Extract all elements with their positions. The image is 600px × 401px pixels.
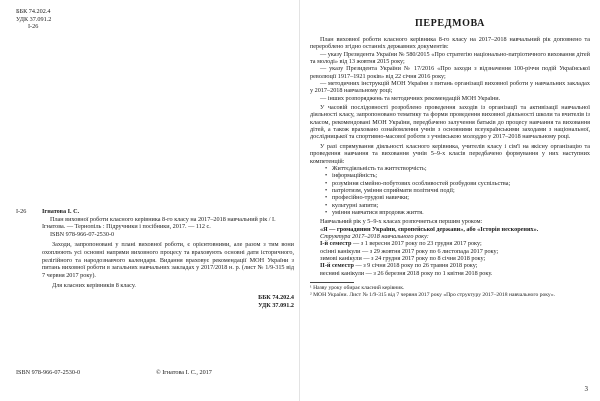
page-title: ПЕРЕДМОВА	[415, 18, 485, 29]
competency-list	[310, 165, 590, 216]
footnote-divider	[310, 282, 354, 283]
year-structure-heading: Структура 2017–2018 навчального року:	[320, 232, 429, 240]
semester-2-label: ІІ-й семестр	[320, 262, 354, 270]
catalog-author: Ігнатова І. С.	[42, 208, 80, 215]
catalog-abstract: Заходи, запропоновані у плані виховної роботи, є орієнтовними, але разом з тим вони охоплюють усі основні напрями виховного процесу та враховують основні дати історичного, релігійного та народознавчого календаря. Видання враховує рекомендації МОН України з питань виховної роботи в загальних навчальних закладах у 2017/2018 н. р. (лист № 1/9-315 від 7 червня 2017 року).	[42, 241, 294, 279]
list-item: • уміння навчатися впродовж життя.	[334, 209, 590, 216]
catalog-codes	[42, 294, 294, 309]
doc-item: — указу Президента України № 580/2015 «Про стратегію національно-патріотичного виховання дітей та молоді» від 13 жовтня 2015 року;	[310, 50, 590, 66]
footnotes	[310, 285, 590, 299]
bbk-code: ББК 74.202.4	[16, 8, 51, 15]
catalog-audience: Для класних керівників 8 класу.	[52, 282, 136, 290]
copyright-notice: © Ігнатова І. С., 2017	[156, 369, 212, 376]
footnote: ² МОН України. Лист № 1/9-315 від 7 червня 2017 року «Про структуру 2017–2018 навчального року».	[310, 291, 556, 298]
doc-item: — методичних інструкцій МОН України з питань організації виховної роботи у навчальних закладах у 2017–2018 навчальному році;	[310, 80, 590, 95]
udk-code: УДК 37.091.2	[16, 15, 52, 23]
competency-intro: У разі спрямування діяльності класного керівника, учителів класу і сім'ї на якісну організацію та проведення навчання та виховання учнів 5–9-х класів передбачено формування у них наступних компетенцій:	[310, 142, 590, 165]
catalog-card	[16, 208, 294, 309]
plan-paragraph: У часовій послідовності розроблено проведення заходів із організації та активізації навчальної діяльності класу, запропоновано тематику та форми проведення виховної діяльності школи та вчителів із класом, рекомендовані МОН України, передбачено залучення батьків до процесу навчання та виховання дітей, а також враховано ознайомлення учнів з основними всеукраїнськими заходами з національної, дослідницької та спортивно-масової роботи з учнівською молоддю у 2017–2018 навчальному році.	[310, 104, 590, 141]
list-item: • Життєдіяльність та життєтворчість;	[334, 165, 590, 172]
catalog-index: І-26	[16, 208, 27, 215]
index-code: І-26	[28, 23, 39, 31]
semester-1-label: І-й семестр	[320, 240, 352, 248]
catalog-udk: УДК 37.091.2	[258, 301, 294, 309]
winter-break: зимові канікули — з 24 грудня 2017 року по 8 січня 2018 року;	[320, 254, 486, 262]
catalog-isbn: ISBN 978-966-07-2530-0	[50, 230, 115, 238]
autumn-break: осінні канікули — з 29 жовтня 2017 року по 6 листопада 2017 року;	[320, 247, 499, 255]
list-item: • патріотизм, уміння сприймати політичні події;	[334, 187, 590, 194]
catalog-bbk: ББК 74.202.4	[258, 293, 294, 301]
catalog-description: План виховної роботи класного керівника 8-го класу на 2017–2018 навчальний рік / І. Ігнатова. — Тернопіль : Підручники і посібники, 2017. — 112 с.	[42, 215, 276, 231]
semester-1-dates: — з 1 вересня 2017 року по 23 грудня 2017 року;	[351, 240, 482, 248]
list-item: • професійно-трудові навички;	[334, 194, 590, 201]
doc-item: — інших розпоряджень та методичних рекомендацій МОН України.	[320, 94, 501, 102]
doc-item: — указу Президента України № 17/2016 «Про заходи з відзначення 100-річчя подій Української революції 1917–1921 років» від 22 січня 2016 року;	[310, 65, 590, 80]
page-number: 3	[584, 385, 588, 393]
spring-break: весняні канікули — з 26 березня 2018 року по 1 квітня 2018 року.	[320, 269, 493, 277]
list-item: • культурні запити;	[334, 202, 590, 209]
preface-page	[300, 0, 600, 401]
list-item: • розуміння сімейно-побутових особливостей розбудови суспільства;	[334, 180, 590, 187]
intro-paragraph: План виховної роботи класного керівника 8-го класу на 2017–2018 навчальний рік доповнено та перероблено згідно останніх державних документів:	[310, 36, 590, 51]
list-item: • інформаційність;	[334, 172, 590, 179]
semester-2-dates: — з 9 січня 2018 року по 26 травня 2018 року;	[353, 262, 478, 270]
preface-text	[310, 36, 590, 277]
classification-codes	[16, 8, 290, 31]
first-lesson-title: «Я — громадянин України, європейської держави», або «Історія нескорених».	[320, 225, 539, 233]
isbn-footer: ISBN 978-966-07-2530-0	[16, 369, 81, 376]
footnote: ¹ Назву уроку обирає класний керівник.	[310, 285, 405, 291]
first-lesson-intro: Навчальний рік у 5–9-х класах розпочнеться першим уроком:	[320, 218, 483, 226]
